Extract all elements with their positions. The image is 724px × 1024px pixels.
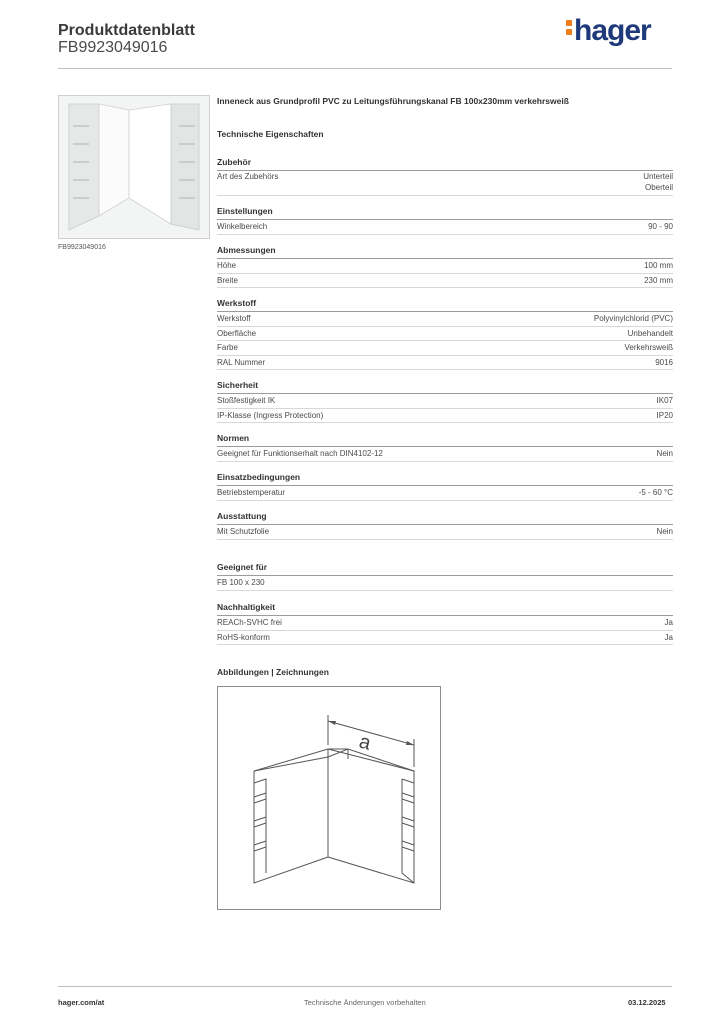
spec-label: Art des Zubehörs xyxy=(217,172,279,181)
section-zubehoer xyxy=(217,157,673,196)
spec-value: Nein xyxy=(656,527,673,536)
product-title: Inneneck aus Grundprofil PVC zu Leitungsführungskanal FB 100x230mm verkehrsweiß xyxy=(217,96,569,106)
section-geeignet-fuer xyxy=(217,562,673,591)
spec-value: IK07 xyxy=(656,396,673,405)
section-title: Werkstoff xyxy=(217,298,673,312)
spec-label: IP-Klasse (Ingress Protection) xyxy=(217,410,324,420)
spec-row xyxy=(217,394,673,409)
spec-label: REACh-SVHC frei xyxy=(217,618,282,627)
spec-row xyxy=(217,356,673,371)
spec-row xyxy=(217,171,673,196)
spec-row xyxy=(217,486,673,501)
spec-row xyxy=(217,327,673,342)
spec-label: Betriebstemperatur xyxy=(217,488,286,497)
spec-label: Farbe xyxy=(217,343,238,352)
spec-row xyxy=(217,576,673,591)
image-caption: FB9923049016 xyxy=(58,244,106,251)
section-title: Normen xyxy=(217,433,673,447)
logo-dots-icon xyxy=(566,17,572,38)
spec-row xyxy=(217,341,673,356)
spec-row xyxy=(217,274,673,289)
spec-label: Mit Schutzfolie xyxy=(217,527,270,536)
section-werkstoff xyxy=(217,298,673,370)
properties-heading: Technische Eigenschaften xyxy=(217,129,324,139)
spec-value: Verkehrsweiß xyxy=(624,343,673,352)
section-title: Sicherheit xyxy=(217,380,673,394)
header-divider xyxy=(58,68,672,69)
section-title: Nachhaltigkeit xyxy=(217,602,673,616)
hager-logo xyxy=(566,14,651,48)
spec-value: Nein xyxy=(656,449,673,458)
spec-row xyxy=(217,616,673,631)
page-title: Produktdatenblatt xyxy=(58,22,195,39)
spec-label: RoHS-konform xyxy=(217,632,270,642)
spec-label: Werkstoff xyxy=(217,314,251,323)
spec-row xyxy=(217,409,673,424)
section-nachhaltigkeit xyxy=(217,602,673,645)
spec-value: -5 - 60 °C xyxy=(638,488,673,497)
section-title: Zubehör xyxy=(217,157,673,171)
illustrations-heading: Abbildungen | Zeichnungen xyxy=(217,667,329,677)
section-title: Einstellungen xyxy=(217,206,673,220)
technical-drawing xyxy=(217,686,441,910)
spec-row xyxy=(217,220,673,235)
spec-label: RAL Nummer xyxy=(217,357,266,367)
product-code: FB9923049016 xyxy=(58,39,168,56)
spec-row xyxy=(217,631,673,646)
spec-label: Breite xyxy=(217,275,238,285)
section-title: Einsatzbedingungen xyxy=(217,472,673,486)
spec-row xyxy=(217,447,673,462)
section-title: Abmessungen xyxy=(217,245,673,259)
spec-value: Ja xyxy=(664,632,673,642)
section-abbildungen xyxy=(217,667,673,677)
spec-label: FB 100 x 230 xyxy=(217,578,265,587)
logo-text: hager xyxy=(574,14,651,47)
spec-row xyxy=(217,259,673,274)
spec-value: Unterteil Oberteil xyxy=(643,172,673,192)
footer-website[interactable]: hager.com/at xyxy=(58,998,105,1007)
spec-value: Polyvinylchlorid (PVC) xyxy=(593,314,673,323)
spec-value: 230 mm xyxy=(644,275,673,285)
footer-divider xyxy=(58,986,672,987)
section-einstellungen xyxy=(217,206,673,235)
product-image xyxy=(58,95,210,239)
spec-value: Ja xyxy=(664,618,673,627)
spec-label: Oberfläche xyxy=(217,328,257,338)
spec-row xyxy=(217,312,673,327)
footer-date: 03.12.2025 xyxy=(628,998,666,1007)
section-title: Geeignet für xyxy=(217,562,673,576)
section-einsatzbedingungen xyxy=(217,472,673,501)
spec-label: Stoßfestigkeit IK xyxy=(217,396,276,405)
section-title: Ausstattung xyxy=(217,511,673,525)
spec-label: Geeignet für Funktionserhalt nach DIN4102-12 xyxy=(217,449,383,458)
spec-value: Unbehandelt xyxy=(627,328,673,338)
dimension-label: a xyxy=(356,730,374,755)
footer-note: Technische Änderungen vorbehalten xyxy=(304,998,426,1007)
spec-value: 90 - 90 xyxy=(648,222,673,231)
spec-label: Winkelbereich xyxy=(217,222,268,231)
section-abmessungen xyxy=(217,245,673,288)
spec-value: IP20 xyxy=(656,410,673,420)
spec-label: Höhe xyxy=(217,261,237,270)
section-ausstattung xyxy=(217,511,673,540)
section-normen xyxy=(217,433,673,462)
spec-value: 9016 xyxy=(655,357,673,367)
section-sicherheit xyxy=(217,380,673,423)
spec-row xyxy=(217,525,673,540)
spec-value: 100 mm xyxy=(644,261,673,270)
